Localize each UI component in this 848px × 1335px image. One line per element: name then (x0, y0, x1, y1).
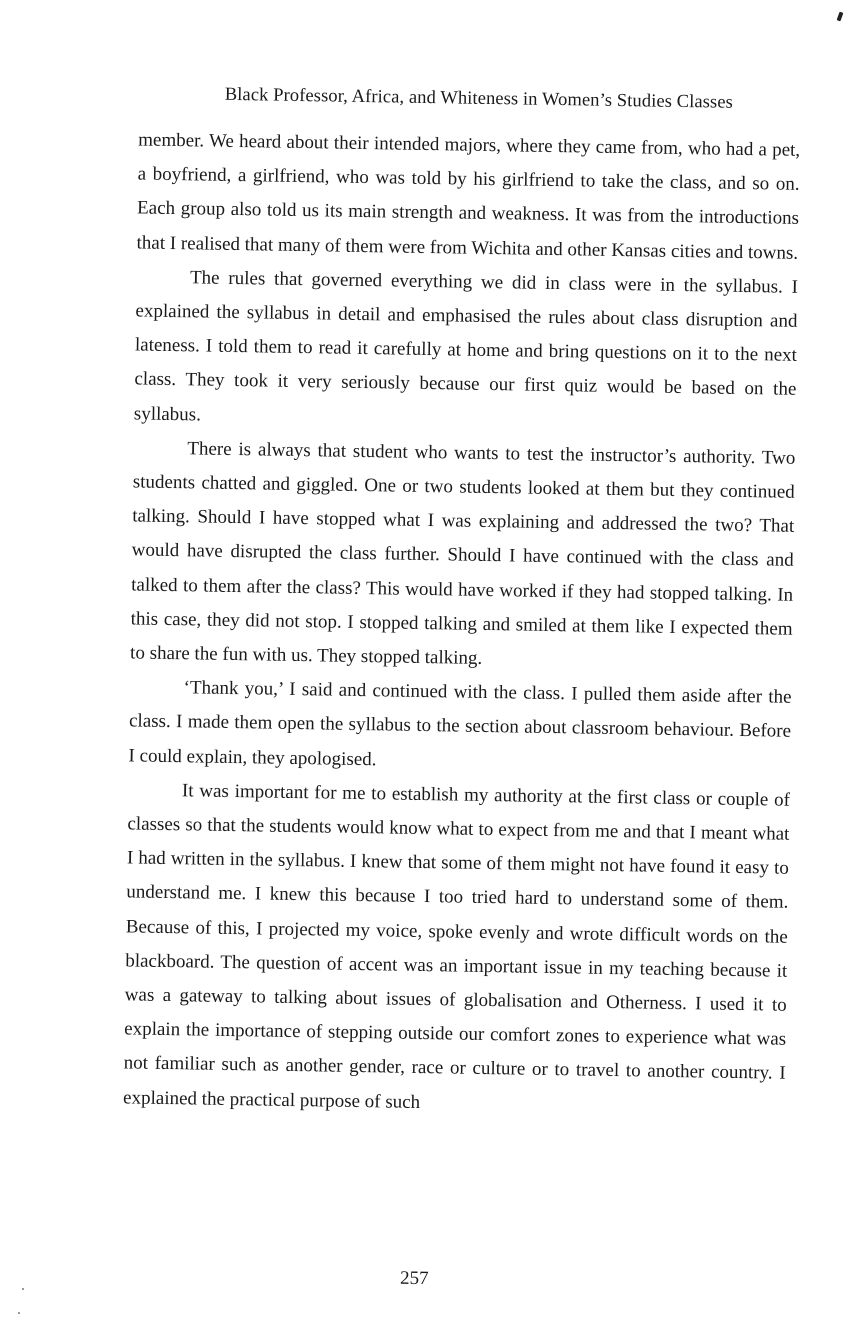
paragraph-thank-you: ‘Thank you,’ I said and continued with the class. I pulled them aside after the class. I made them open the syllabus to the section about classroom behaviour. Before I could explain, they apologised. (128, 677, 792, 770)
paragraph-authority-test: There is always that student who wants to test the instructor’s authority. Two students chatted and giggled. One or two students looked at them but they continued talking. Should I have stopped what I was explaining and addressed the two? That would have disrupted the class further. Should I have continued with the class and talked to them after the class? This would have worked if they had stopped talking. In this case, they did not stop. I stopped talking and smiled at them like I expected them to share the fun with us. They stopped talking. (129, 438, 796, 669)
paragraph-establish-authority: It was important for me to establish my authority at the first class or couple of classes so that the students would know what to expect from me and that I meant what I had written in the syllabus. I knew that some of them might not have found it easy to understand me. I knew this because I too tried hard to understand some of them. Because of this, I projected my voice, spoke evenly and wrote difficult words on the blackboard. The question of accent was an important issue in my teaching because it was a gateway to talking about issues of globalisation and Otherness. I used it to explain the importance of stepping outside our comfort zones to experience what was not familiar such as another gender, race or culture or to travel to another country. I explained the practical purpose of such (122, 780, 791, 1113)
paragraph-rules-syllabus: The rules that governed everything we did in class were in the syllabus. I explained the syllabus in detail and emphasised the rules about class disruption and lateness. I told them to read it carefully at home and bring questions on it to the next class. They took it very seriously because our first quiz would be based on the syllabus. (133, 267, 799, 426)
scan-margin-dot (18, 1312, 20, 1314)
running-head: Black Professor, Africa, and Whiteness in Women’s Studies Classes (224, 84, 734, 113)
body-text (123, 123, 800, 1125)
scan-margin-dot (22, 1288, 24, 1290)
page-number: 257 (399, 1267, 429, 1290)
paragraph-continued: member. We heard about their intended majors, where they came from, who had a pet, a boyfriend, a girlfriend, who was told by his girlfriend to take the class, and so on. Each group also told us its main strength and weakness. It was from the introductions that I realised that many of them were from Wichita and other Kansas cities and towns. (136, 129, 801, 264)
